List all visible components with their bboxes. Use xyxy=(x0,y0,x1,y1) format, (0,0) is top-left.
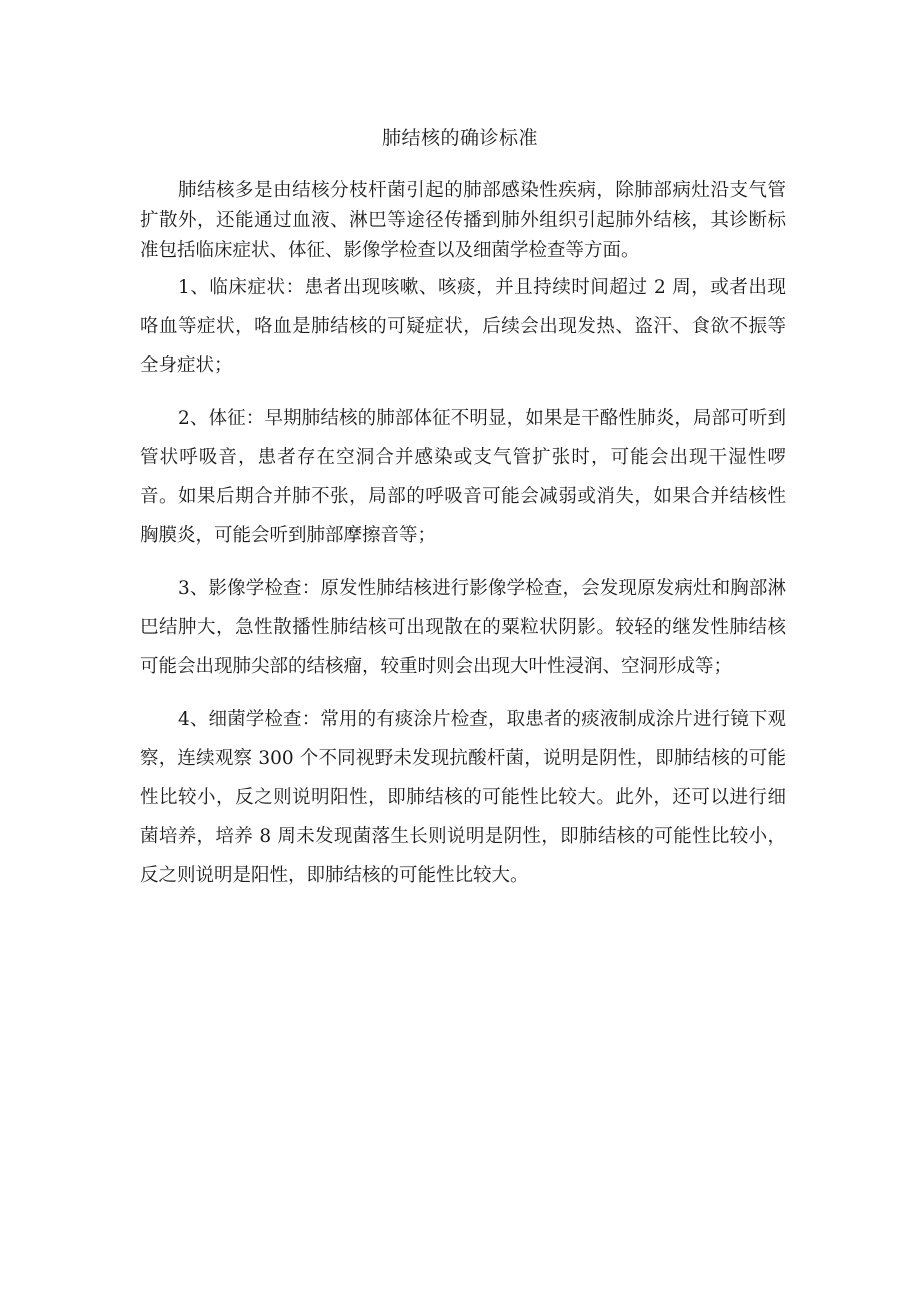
section-text: 原发性肺结核进行影像学检查，会发现原发病灶和胸部淋巴结肿大，急性散播性肺结核可出现散在的粟粒状阴影。较轻的继发性肺结核可能会出现肺尖部的结核瘤，较重时则会出现大叶性浸润、空洞形成等； xyxy=(140,578,786,677)
section-imaging-exam xyxy=(140,569,786,686)
intro-paragraph: 肺结核多是由结核分枝杆菌引起的肺部感染性疾病，除肺部病灶沿支气管扩散外，还能通过血液、淋巴等途径传播到肺外组织引起肺外结核，其诊断标准包括临床症状、体征、影像学检查以及细菌学检查等方面。 xyxy=(140,180,786,261)
section-text: 早期肺结核的肺部体征不明显，如果是干酪性肺炎，局部可听到管状呼吸音，患者存在空洞合并感染或支气管扩张时，可能会出现干湿性啰音。如果后期合并肺不张，局部的呼吸音可能会减弱或消失，如果合并结核性胸膜炎，可能会听到肺部摩擦音等； xyxy=(140,408,786,546)
document-title: 肺结核的确诊标准 xyxy=(381,127,538,149)
section-clinical-symptoms xyxy=(140,268,786,385)
section-text: 常用的有痰涂片检查，取患者的痰液制成涂片进行镜下观察，连续观察 300 个不同视野未发现抗酸杆菌，说明是阴性，即肺结核的可能性比较小，反之则说明阳性，即肺结核的可能性比较大。此外，还可以进行细菌培养，培养 8 周未发现菌落生长则说明是阴性，即肺结核的可能性比较小，反之则说明是阳性，即肺结核的可能性比较大。 xyxy=(140,709,786,886)
section-label: 2、体征： xyxy=(178,408,265,429)
section-label: 3、影像学检查： xyxy=(178,578,321,599)
section-physical-signs xyxy=(140,399,786,555)
section-bacteriology-exam xyxy=(140,700,786,895)
section-text: 患者出现咳嗽、咳痰，并且持续时间超过 2 周，或者出现咯血等症状，咯血是肺结核的可疑症状，后续会出现发热、盗汗、食欲不振等全身症状； xyxy=(140,277,786,376)
section-label: 4、细菌学检查： xyxy=(178,709,321,730)
sections-list xyxy=(140,268,786,909)
section-label: 1、临床症状： xyxy=(178,277,305,298)
